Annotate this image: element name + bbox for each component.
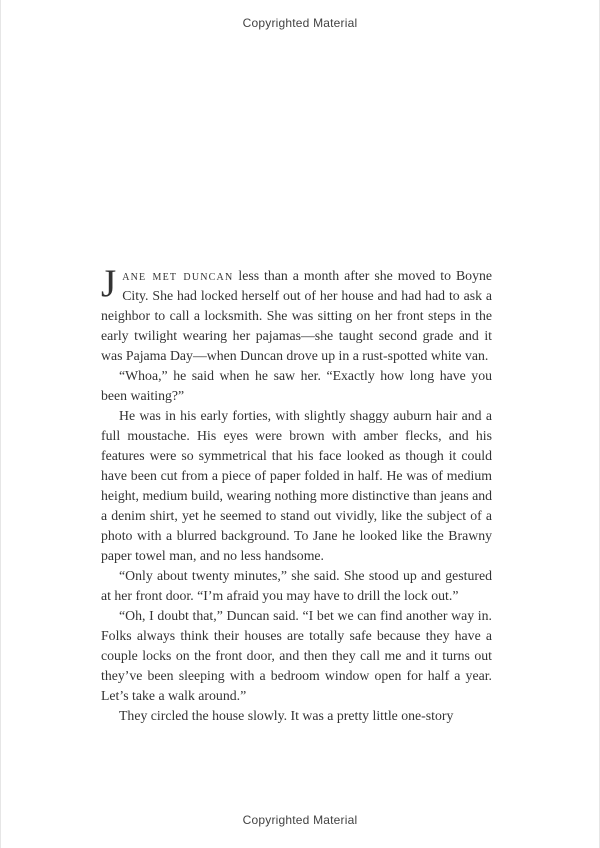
paragraph: He was in his early forties, with slightly shaggy auburn hair and a full moustache. His eyes were brown with amber flecks, and his features were so symmetrical that his face looked as though it could have been cut from a piece of paper folded in half. He was of medium height, medium build, wearing nothing more distinctive than jeans and a denim shirt, yet he seemed to stand out vividly, like the subject of a photo with a blurred background. To Jane he looked like the Brawny paper towel man, and no less handsome. [101,408,492,563]
paragraph-opening [101,262,492,366]
opening-small-caps: ane met duncan [122,268,234,283]
paragraph: They circled the house slowly. It was a pretty little one-story [119,708,454,723]
opening-text: less than a month after she moved to Boyne City. She had locked herself out of her house and had had to ask a neighbor to call a locksmith. She was sitting on her front steps in the early twilight wearing her pajamas—she taught second grade and it was Pajama Day—when Duncan drove up in a rust-spotted white van. [101,268,492,363]
paragraph: “Oh, I doubt that,” Duncan said. “I bet we can find another way in. Folks always think their houses are totally safe because they have a couple locks on the front door, and then they call me and it turns out they’ve been sleeping with a bedroom window open for half a year. Let’s take a walk around.” [101,608,492,703]
body-text [101,262,492,726]
copyright-notice-bottom: Copyrighted Material [242,813,358,827]
drop-cap: J [101,262,117,305]
paragraph: “Only about twenty minutes,” she said. She stood up and gestured at her front door. “I’m afraid you may have to drill the lock out.” [101,568,492,603]
paragraph-list [101,366,492,726]
copyright-notice-top: Copyrighted Material [242,16,358,30]
paragraph: “Whoa,” he said when he saw her. “Exactly how long have you been waiting?” [101,368,492,403]
